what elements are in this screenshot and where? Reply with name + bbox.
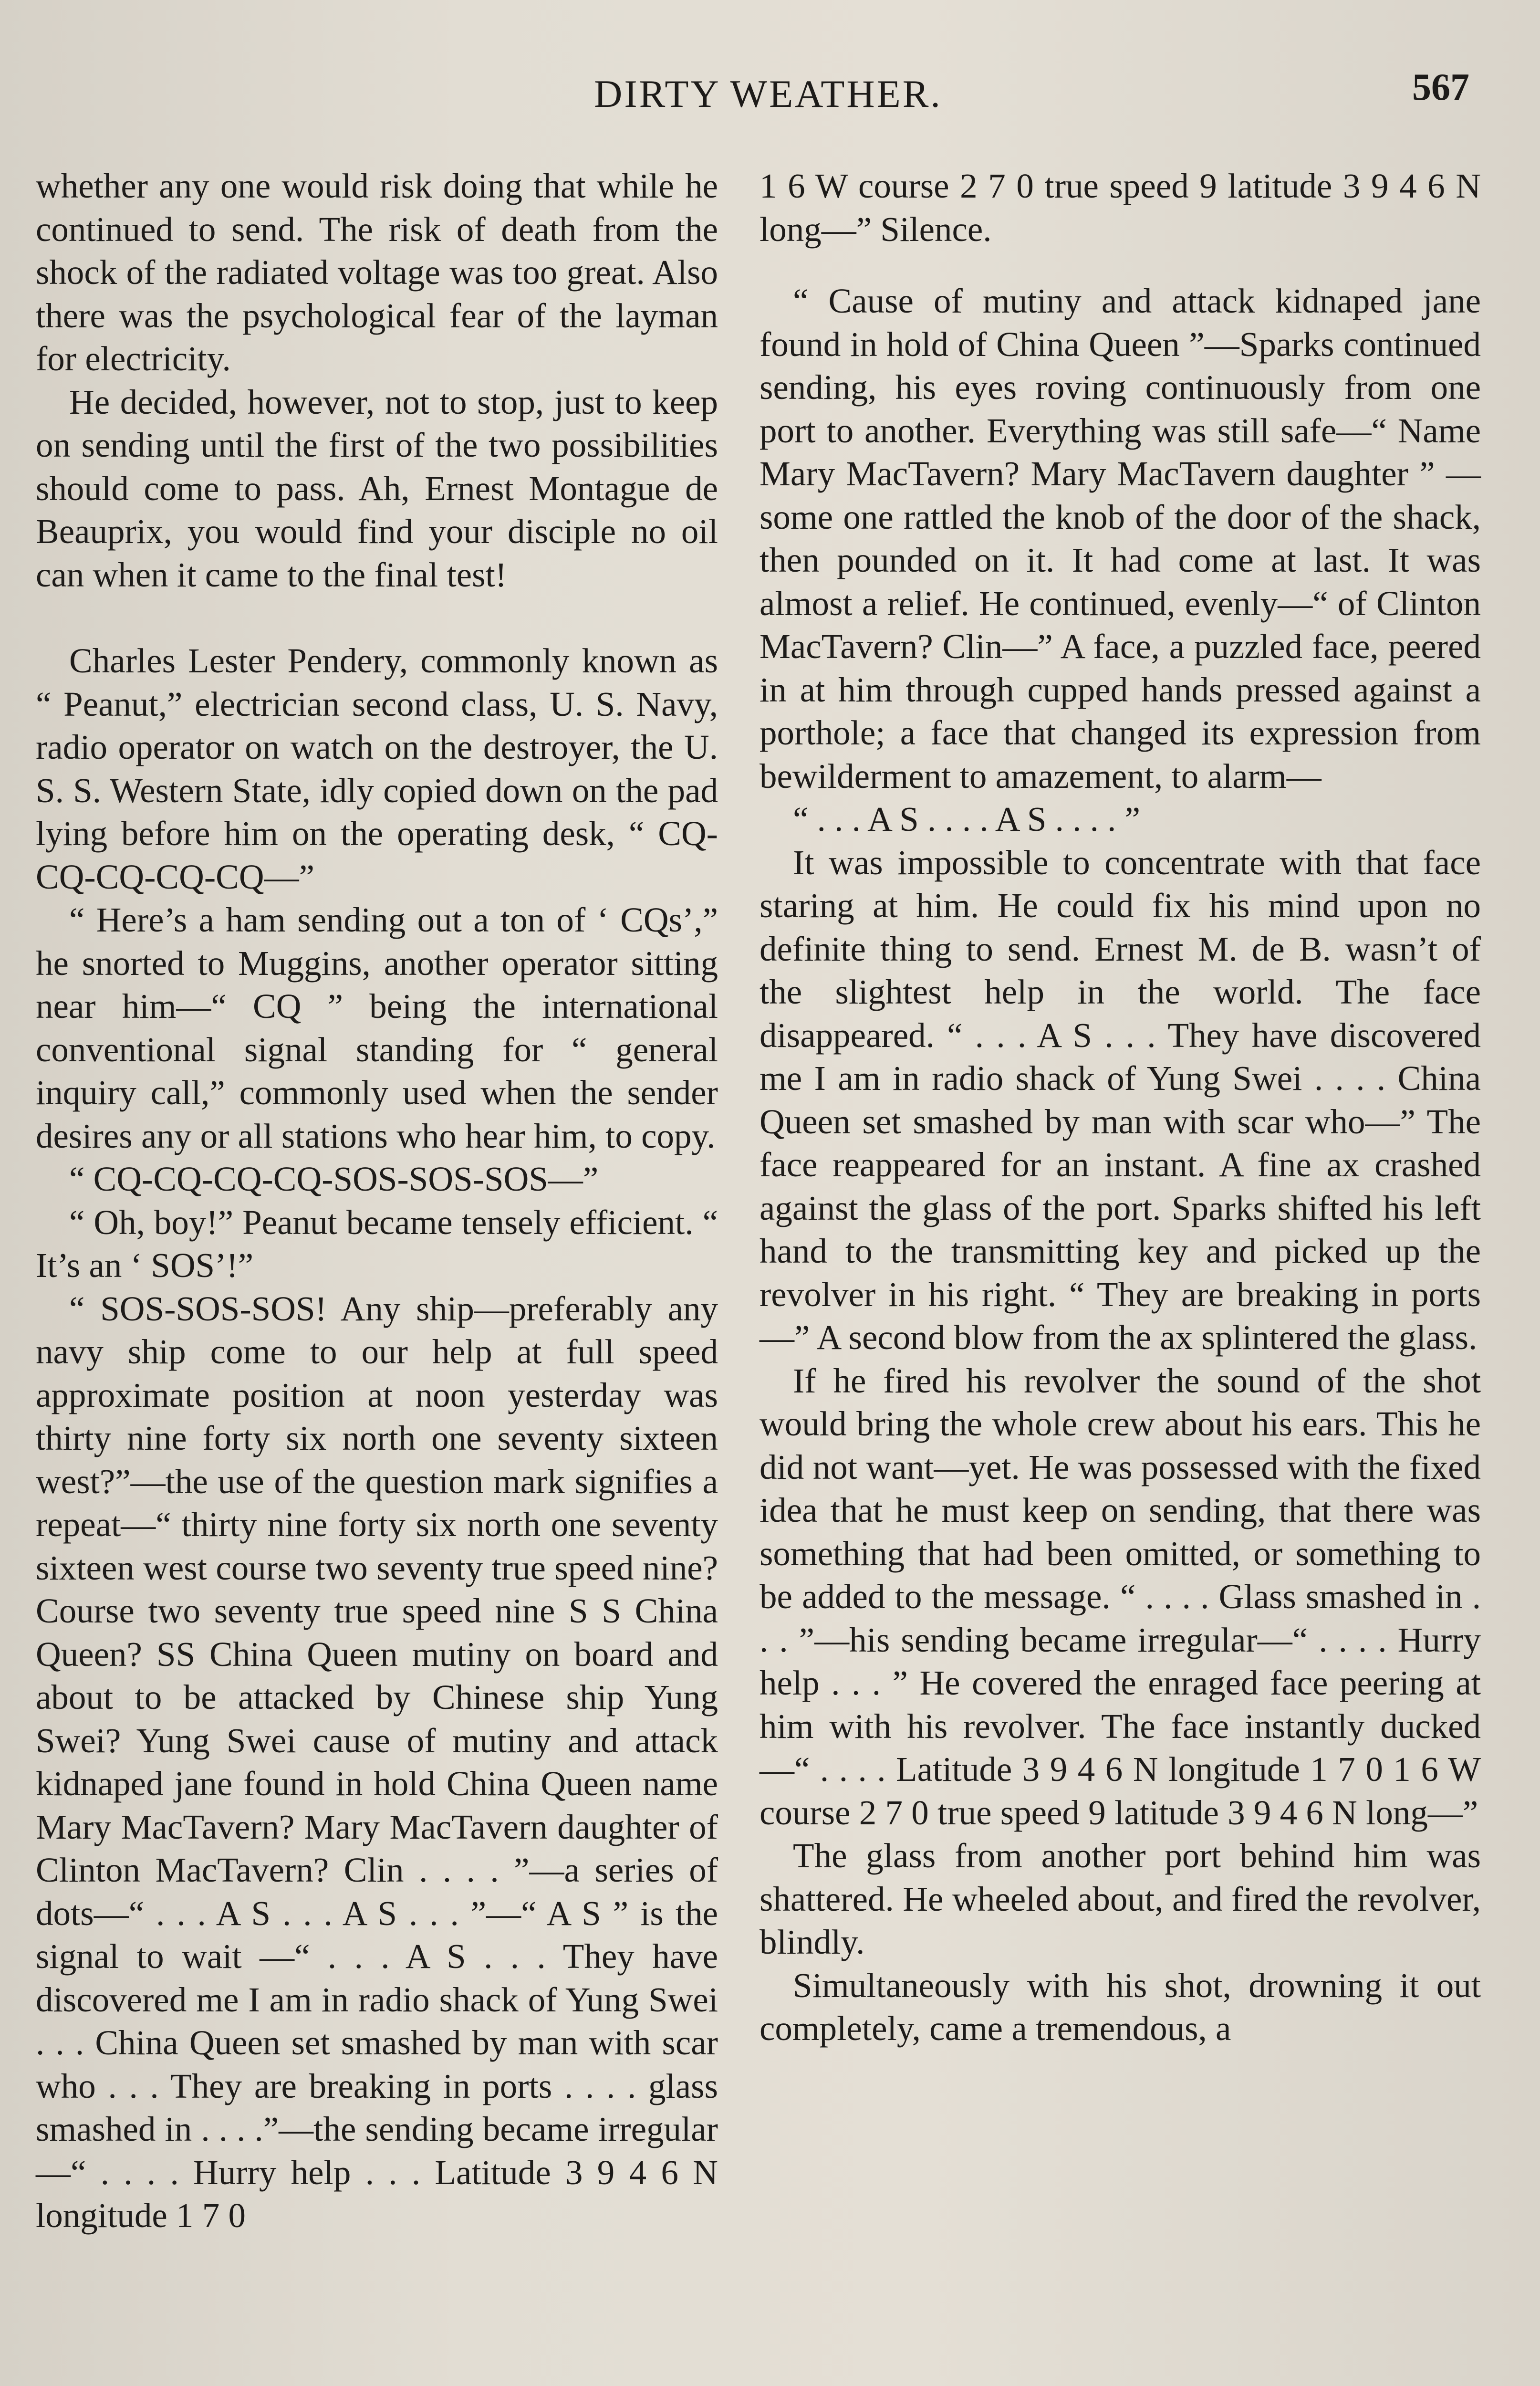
- left-column: [36, 165, 718, 2238]
- paragraph: whether any one would risk doing that while he continued to send. The risk of death from the shock of the radiated voltage was too great. Also there was the psychological fear of the layman for electricity.: [36, 167, 718, 378]
- paragraph: 1 6 W course 2 7 0 true speed 9 latitude 3 9 4 6 N long—” Silence.: [760, 167, 1481, 249]
- page-number: 567: [1412, 66, 1469, 108]
- running-head: DIRTY WEATHER.: [594, 72, 942, 115]
- paragraph: “ CQ-CQ-CQ-CQ-SOS-SOS-SOS—”: [69, 1160, 599, 1198]
- paragraph: The glass from another port behind him was shattered. He wheeled about, and fired the revolver, blindly.: [760, 1836, 1481, 1961]
- paragraph: “ SOS-SOS-SOS! Any ship—preferably any navy ship come to our help at full speed approximate position at noon yesterday was thirty nine forty six north one seventy sixteen west?”—the use of the question mark signifies a repeat—“ thirty nine forty six north one seventy sixteen west course two seventy true speed nine? Course two seventy true speed nine S S China Queen? SS China Queen mutiny on board and about to be attacked by Chinese ship Yung Swei? Yung Swei cause of mutiny and attack kidnaped jane found in hold China Queen name Mary MacTavern? Mary MacTavern daughter of Clinton MacTavern? Clin . . . . ”—a series of dots—“ . . . A S . . . A S . . . ”—“ A S ” is the signal to wait —“ . . . A S . . . They have discovered me I am in radio shack of Yung Swei . . . China Queen set smashed by man with scar who . . . They are breaking in ports . . . . glass smashed in . . . .”—the sending became irregular—“ . . . . Hurry help . . . Latitude 3 9 4 6 N longitude 1 7 0: [36, 1289, 718, 2235]
- paragraph: “ Cause of mutiny and attack kidnaped jane found in hold of China Queen ”—Sparks continued sending, his eyes roving continuously from one port to another. Everything was still safe—“ Name Mary MacTavern? Mary MacTavern daughter ” —some one rattled the knob of the door of the shack, then pounded on it. It had come at last. It was almost a relief. He continued, evenly—“ of Clinton MacTavern? Clin—” A face, a puzzled face, peered in at him through cupped hands pressed against a porthole; a face that changed its expression from bewilderment to amazement, to alarm—: [760, 282, 1481, 795]
- paragraph: “ . . . A S . . . . A S . . . . ”: [793, 800, 1141, 838]
- paragraph: “ Oh, boy!” Peanut became tensely efficient. “ It’s an ‘ SOS’!”: [36, 1203, 718, 1285]
- paragraph: “ Here’s a ham sending out a ton of ‘ CQs’,” he snorted to Muggins, another operator sitting near him—“ CQ ” being the international conventional signal standing for “ general inquiry call,” commonly used when the sender desires any or all stations who hear him, to copy.: [36, 900, 718, 1155]
- paragraph: If he fired his revolver the sound of the shot would bring the whole crew about his ears. This he did not want—yet. He was possessed with the fixed idea that he must keep on sending, that there was something that had been omitted, or something to be added to the message. “ . . . . Glass smashed in . . . ”—his sending became irregular—“ . . . . Hurry help . . . ” He covered the enraged face peering at him with his revolver. The face instantly ducked—“ . . . . Latitude 3 9 4 6 N longitude 1 7 0 1 6 W course 2 7 0 true speed 9 latitude 3 9 4 6 N long—”: [760, 1361, 1481, 1832]
- paragraph: It was impossible to concentrate with that face staring at him. He could fix his mind upon no definite thing to send. Ernest M. de B. wasn’t of the slightest help in the world. The face disappeared. “ . . . A S . . . They have discovered me I am in radio shack of Yung Swei . . . . China Queen set smashed by man with scar who—” The face reappeared for an instant. A fine ax crashed against the glass of the port. Sparks shifted his left hand to the transmitting key and picked up the revolver in his right. “ They are breaking in ports—” A second blow from the ax splintered the glass.: [760, 843, 1481, 1357]
- paragraph: Simultaneously with his shot, drowning it out completely, came a tremendous, a: [760, 1966, 1481, 2048]
- paragraph: He decided, however, not to stop, just to keep on sending until the first of the two possibilities should come to pass. Ah, Ernest Montague de Beauprix, you would find your disciple no oil can when it came to the final test!: [36, 382, 718, 594]
- right-column: [760, 165, 1481, 2051]
- paragraph: Charles Lester Pendery, commonly known as “ Peanut,” electrician second class, U. S. Navy, radio operator on watch on the destroyer, the U. S. S. Western State, idly copied down on the pad lying before him on the operating desk, “ CQ-CQ-CQ-CQ-CQ—”: [36, 641, 718, 896]
